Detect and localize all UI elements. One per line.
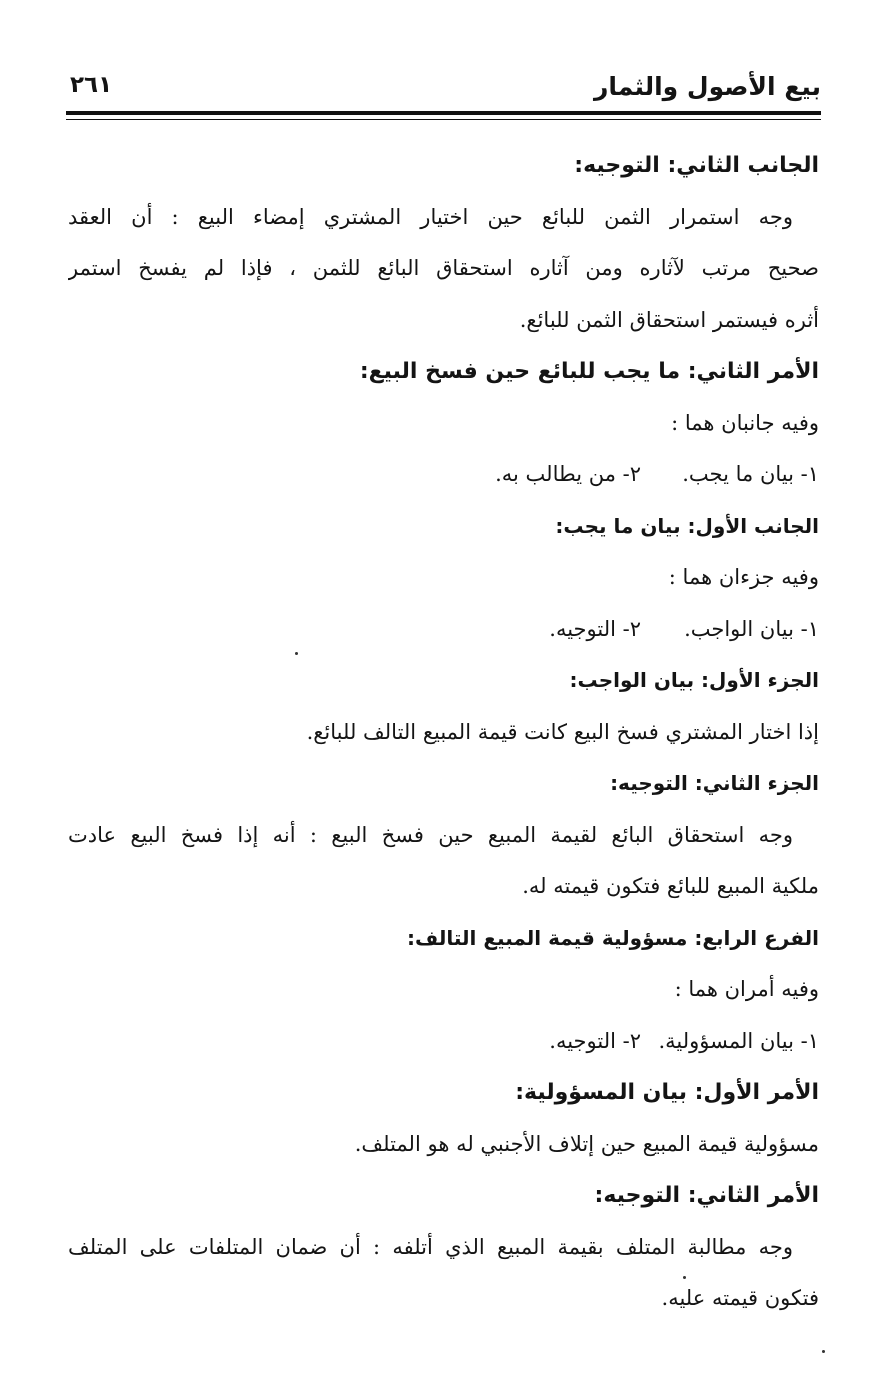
scan-speck: [295, 652, 298, 655]
page-number: ٢٦١: [70, 72, 113, 98]
paragraph-line: ملكية المبيع للبائع فتكون قيمته له.: [522, 874, 819, 898]
paragraph-line: مسؤولية قيمة المبيع حين إتلاف الأجنبي له هو المتلف.: [354, 1131, 819, 1156]
list-item: ١- بيان الواجب.: [684, 616, 819, 641]
list-item: ١- بيان المسؤولية.: [658, 1028, 819, 1053]
intro-line: وفيه أمران هما :: [674, 977, 819, 1001]
heading-first-side: الجانب الأول: بيان ما يجب:: [555, 513, 819, 538]
paragraph-line: وجه استمرار الثمن للبائع حين اختيار المشتري إمضاء البيع : أن العقد: [68, 204, 793, 229]
paragraph-line: إذا اختار المشتري فسخ البيع كانت قيمة المبيع التالف للبائع.: [306, 719, 819, 744]
list-row: [68, 604, 819, 656]
scan-speck: [822, 1350, 825, 1353]
header-rule-thin: [66, 119, 821, 120]
list-item: ١- بيان ما يجب.: [682, 462, 819, 486]
paragraph-line: فتكون قيمته عليه.: [661, 1286, 819, 1310]
running-title: بيع الأصول والثمار: [593, 72, 821, 101]
heading-second-matter-justification: الأمر الثاني: التوجيه:: [594, 1183, 819, 1208]
list-item: ٢- من يطالب به.: [495, 462, 641, 486]
list-row: [68, 1016, 819, 1068]
intro-line: وفيه جانبان هما :: [671, 410, 819, 435]
heading-second-side-justification: الجانب الثاني: التوجيه:: [574, 153, 819, 178]
list-row: [68, 449, 819, 501]
paragraph-line: وجه استحقاق البائع لقيمة المبيع حين فسخ البيع : أنه إذا فسخ البيع عادت: [68, 822, 793, 847]
list-item: ٢- التوجيه.: [549, 1028, 641, 1053]
paragraph-line: وجه مطالبة المتلف بقيمة المبيع الذي أتلفه : أن ضمان المتلفات على المتلف: [68, 1234, 793, 1259]
page-body: [68, 140, 819, 1325]
heading-second-matter: الأمر الثاني: ما يجب للبائع حين فسخ البيع:: [359, 359, 819, 384]
scan-speck: [683, 1276, 686, 1279]
heading-second-part: الجزء الثاني: التوجيه:: [610, 771, 819, 795]
header-rule-thick: [66, 111, 821, 115]
list-item: ٢- التوجيه.: [549, 616, 641, 641]
paragraph-line: صحيح مرتب لآثاره ومن آثاره استحقاق البائع للثمن ، فإذا لم يفسخ استمر: [68, 256, 819, 280]
paragraph-line: أثره فيستمر استحقاق الثمن للبائع.: [519, 307, 819, 332]
intro-line: وفيه جزءان هما :: [668, 565, 819, 589]
heading-first-matter: الأمر الأول: بيان المسؤولية:: [515, 1080, 819, 1105]
heading-first-part: الجزء الأول: بيان الواجب:: [569, 668, 819, 692]
heading-fourth-branch: الفرع الرابع: مسؤولية قيمة المبيع التالف:: [407, 925, 819, 950]
page-header: [66, 72, 821, 108]
